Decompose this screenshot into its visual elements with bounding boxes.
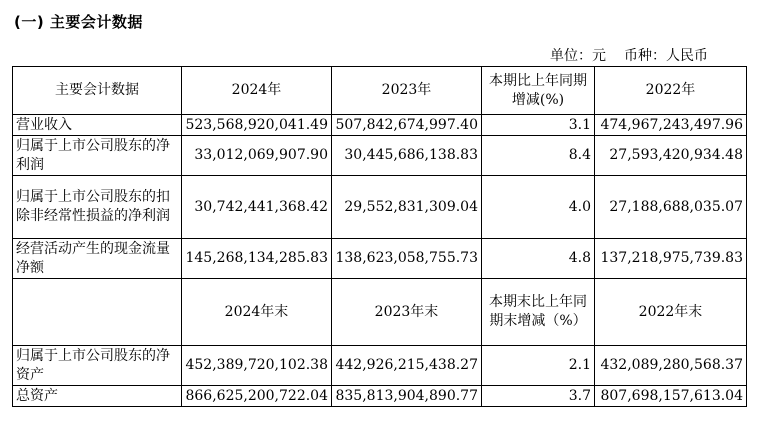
table-row: [13, 176, 747, 239]
value-2023: 835,813,904,890.77: [332, 386, 482, 407]
key-accounting-data-table: [12, 66, 747, 407]
value-2022: 807,698,157,613.04: [595, 386, 747, 407]
unit-line: [550, 45, 708, 65]
row-label: 总资产: [13, 386, 182, 407]
header-change: 本期比上年同期增减(%): [482, 67, 595, 115]
value-change: 4.0: [482, 176, 595, 239]
header-2024: 2024年: [182, 67, 332, 115]
value-2022: 27,188,688,035.07: [595, 176, 747, 239]
unit-label: 单位：元: [550, 48, 606, 64]
row-label: 归属于上市公司股东的净利润: [13, 136, 182, 176]
value-change: 3.1: [482, 115, 595, 136]
section-title: (一) 主要会计数据: [14, 13, 143, 31]
value-change: 2.1: [482, 346, 595, 386]
value-2024: 145,268,134,285.83: [182, 239, 332, 279]
value-2023: 507,842,674,997.40: [332, 115, 482, 136]
header-label: [13, 279, 182, 346]
value-2024: 866,625,200,722.04: [182, 386, 332, 407]
value-2023: 30,445,686,138.83: [332, 136, 482, 176]
header-2023: 2023年: [332, 67, 482, 115]
row-label: 归属于上市公司股东的扣除非经常性损益的净利润: [13, 176, 182, 239]
table-row: [13, 346, 747, 386]
row-label: 归属于上市公司股东的净资产: [13, 346, 182, 386]
table-header-row: [13, 279, 747, 346]
value-2024: 452,389,720,102.38: [182, 346, 332, 386]
currency-label: 币种：人民币: [624, 48, 708, 64]
row-label: 营业收入: [13, 115, 182, 136]
value-change: 8.4: [482, 136, 595, 176]
value-2022: 27,593,420,934.48: [595, 136, 747, 176]
table-header-row: [13, 67, 747, 115]
header-2022-end: 2022年末: [595, 279, 747, 346]
value-2022: 137,218,975,739.83: [595, 239, 747, 279]
value-2024: 30,742,441,368.42: [182, 176, 332, 239]
value-2024: 33,012,069,907.90: [182, 136, 332, 176]
table-row: [13, 386, 747, 407]
row-label: 经营活动产生的现金流量净额: [13, 239, 182, 279]
table-row: [13, 115, 747, 136]
value-2024: 523,568,920,041.49: [182, 115, 332, 136]
value-2022: 474,967,243,497.96: [595, 115, 747, 136]
value-change: 4.8: [482, 239, 595, 279]
header-2024-end: 2024年末: [182, 279, 332, 346]
header-2023-end: 2023年末: [332, 279, 482, 346]
value-2023: 29,552,831,309.04: [332, 176, 482, 239]
value-2022: 432,089,280,568.37: [595, 346, 747, 386]
value-2023: 138,623,058,755.73: [332, 239, 482, 279]
header-change-end: 本期末比上年同期末增减（%）: [482, 279, 595, 346]
value-2023: 442,926,215,438.27: [332, 346, 482, 386]
value-change: 3.7: [482, 386, 595, 407]
table-row: [13, 136, 747, 176]
header-label: 主要会计数据: [13, 67, 182, 115]
table-row: [13, 239, 747, 279]
header-2022: 2022年: [595, 67, 747, 115]
